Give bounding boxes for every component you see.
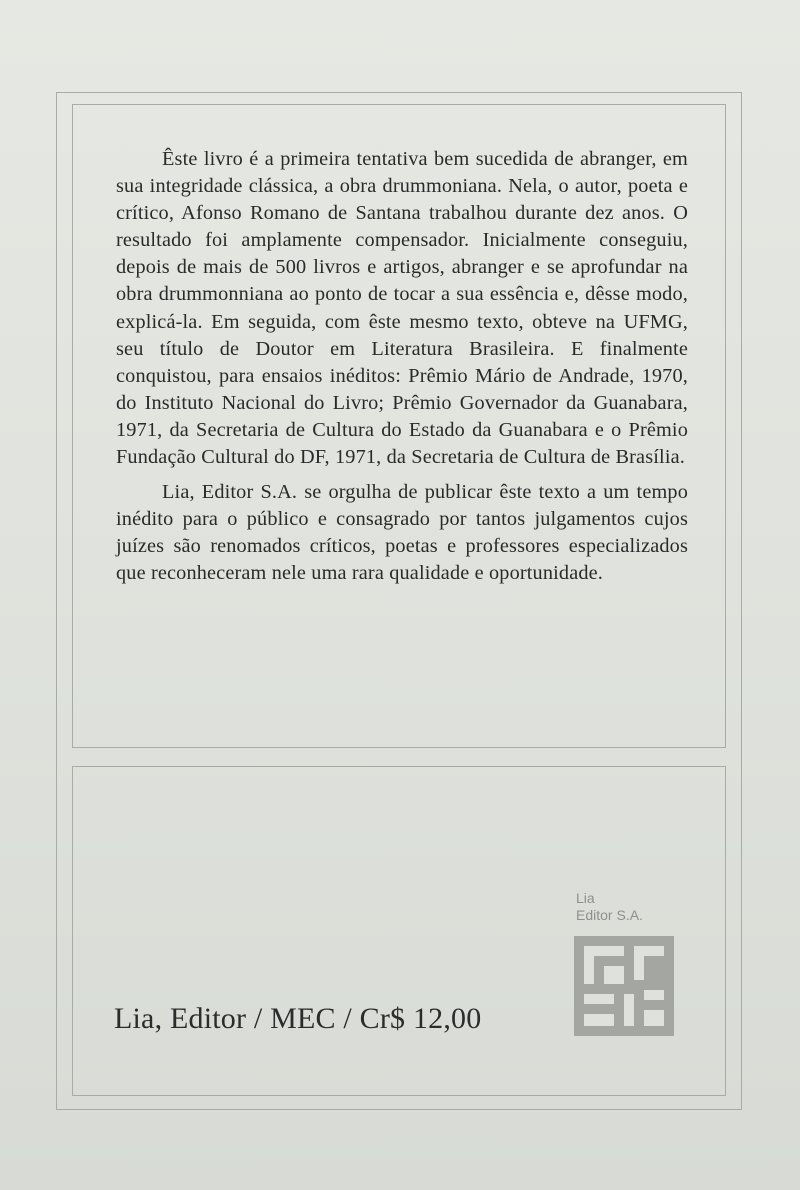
logo-cut: [584, 946, 624, 956]
logo-cut: [584, 956, 594, 984]
logo-cut: [634, 946, 664, 956]
publisher-logo-text: [576, 890, 676, 924]
publisher-price-line: Lia, Editor / MEC / Cr$ 12,00: [114, 1002, 482, 1035]
logo-line-1: Lia: [576, 890, 595, 906]
blurb-text: [116, 146, 688, 588]
blurb-paragraph-1: Êste livro é a primeira tentativa bem sucedida de abranger, em sua integridade clássica, a obra drummoniana. Nela, o autor, poeta e crítico, Afonso Romano de Santana trabalhou durante dez anos. O resultado foi amplamente compensador. Inicialmente conseguiu, depois de mais de 500 livros e artigos, abranger e se aprofundar na obra drummonniana ao ponto de tocar a sua essência e, dêsse modo, explicá-la. Em seguida, com êste mesmo texto, obteve na UFMG, seu título de Doutor em Literatura Brasileira. E finalmente conquistou, para ensaios inéditos: Prêmio Mário de Andrade, 1970, do Instituto Nacional do Livro; Prêmio Governador da Guanabara, 1971, da Secretaria de Cultura do Estado da Guanabara e o Prêmio Fundação Cultural do DF, 1971, da Secretaria de Cultura de Brasília.: [116, 148, 688, 469]
logo-cut: [644, 990, 664, 1000]
logo-cut: [624, 994, 634, 1026]
logo-line-2: Editor S.A.: [576, 907, 643, 923]
blurb-paragraph-2: Lia, Editor S.A. se orgulha de publicar êste texto a um tempo inédito para o público e consagrado por tantos julgamentos cujos juízes são renomados críticos, poetas e professores especializados que reconheceram nele uma rara qualidade e oportunidade.: [116, 481, 688, 585]
logo-cut: [584, 1014, 614, 1026]
logo-cut: [604, 966, 624, 984]
lia-editor-logo-icon: [574, 936, 674, 1036]
logo-cut: [644, 1010, 664, 1026]
logo-cut: [584, 994, 614, 1004]
logo-cut: [634, 956, 644, 980]
imprint-frame: [72, 766, 726, 1096]
